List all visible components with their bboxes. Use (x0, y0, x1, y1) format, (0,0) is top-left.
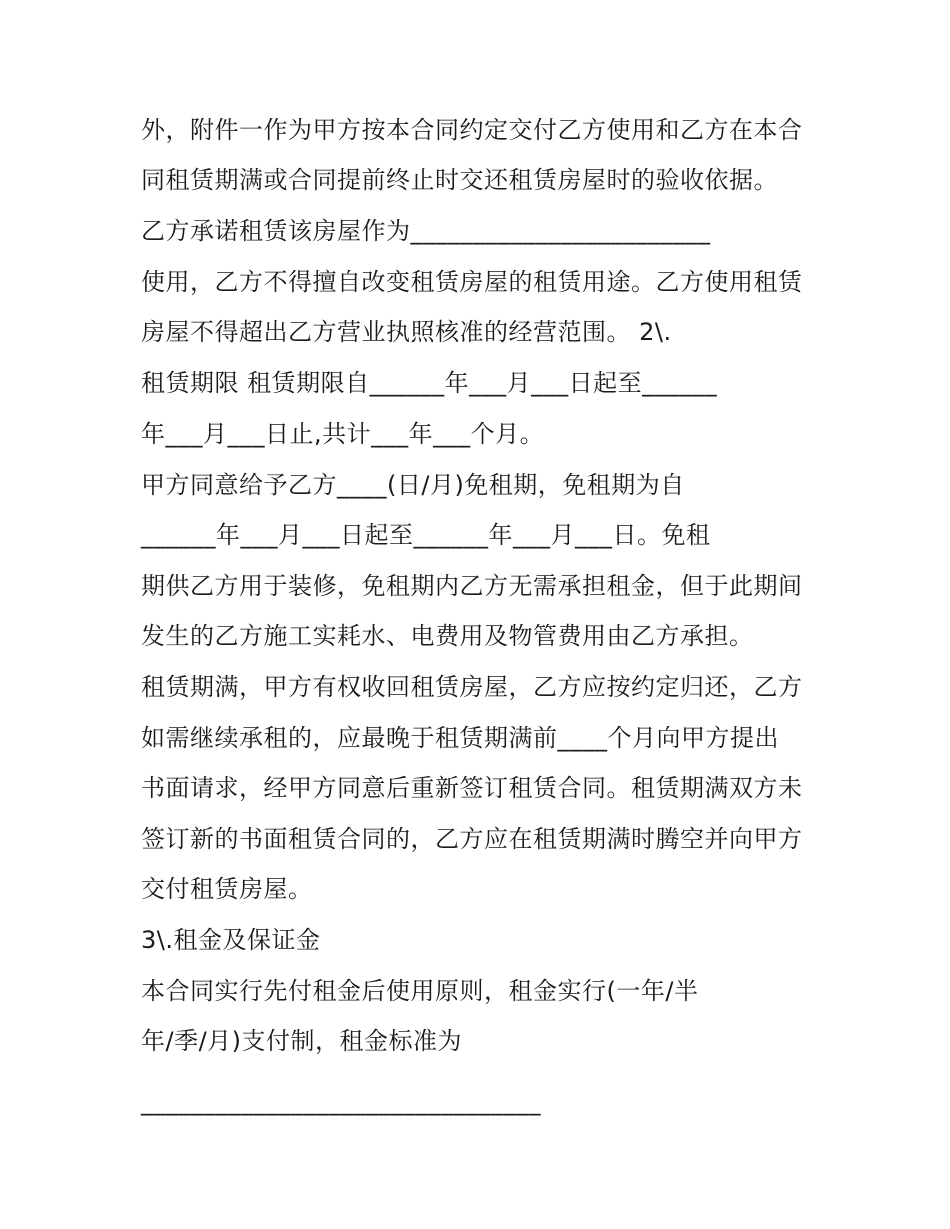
text-line: 书面请求，经甲方同意后重新签订租赁合同。租赁期满双方未 (141, 774, 803, 802)
text-line: 发生的乙方施工实耗水、电费用及物管费用由乙方承担。 (141, 622, 754, 650)
section-heading: 3\.租金及保证金 (141, 926, 321, 954)
text-line: ________________________________ (141, 1088, 541, 1116)
text-line: 如需继续承租的，应最晚于租赁期满前____个月向甲方提出 (141, 724, 779, 752)
text-line: 年___月___日止,共计___年___个月。 (141, 420, 545, 448)
text-line: 甲方同意给予乙方____(日/月)免租期，免租期为自 (141, 471, 685, 499)
text-line: 房屋不得超出乙方营业执照核准的经营范围。 2\. (141, 318, 672, 346)
text-line: 租赁期满，甲方有权收回租赁房屋，乙方应按约定归还，乙方 (141, 673, 803, 701)
text-line: 同租赁期满或合同提前终止时交还租赁房屋时的验收依据。 (141, 166, 778, 194)
text-line: 签订新的书面租赁合同的，乙方应在租赁期满时腾空并向甲方 (141, 825, 803, 853)
text-line: 年/季/月)支付制，租金标准为 (141, 1027, 463, 1055)
text-line: 交付租赁房屋。 (141, 875, 313, 903)
text-line: 期供乙方用于装修，免租期内乙方无需承担租金，但于此期间 (141, 572, 803, 600)
text-line: 使用，乙方不得擅自改变租赁房屋的租赁用途。乙方使用租赁 (141, 268, 803, 296)
text-line: ______年___月___日起至______年___月___日。免租 (141, 521, 711, 549)
text-line: 租赁期限 租赁期限自______年___月___日起至______ (141, 369, 718, 397)
text-line: 外，附件一作为甲方按本合同约定交付乙方使用和乙方在本合 (141, 116, 803, 144)
text-line: 本合同实行先付租金后使用原则，租金实行(一年/半 (141, 977, 699, 1005)
text-line: 乙方承诺租赁该房屋作为________________________ (141, 217, 711, 245)
